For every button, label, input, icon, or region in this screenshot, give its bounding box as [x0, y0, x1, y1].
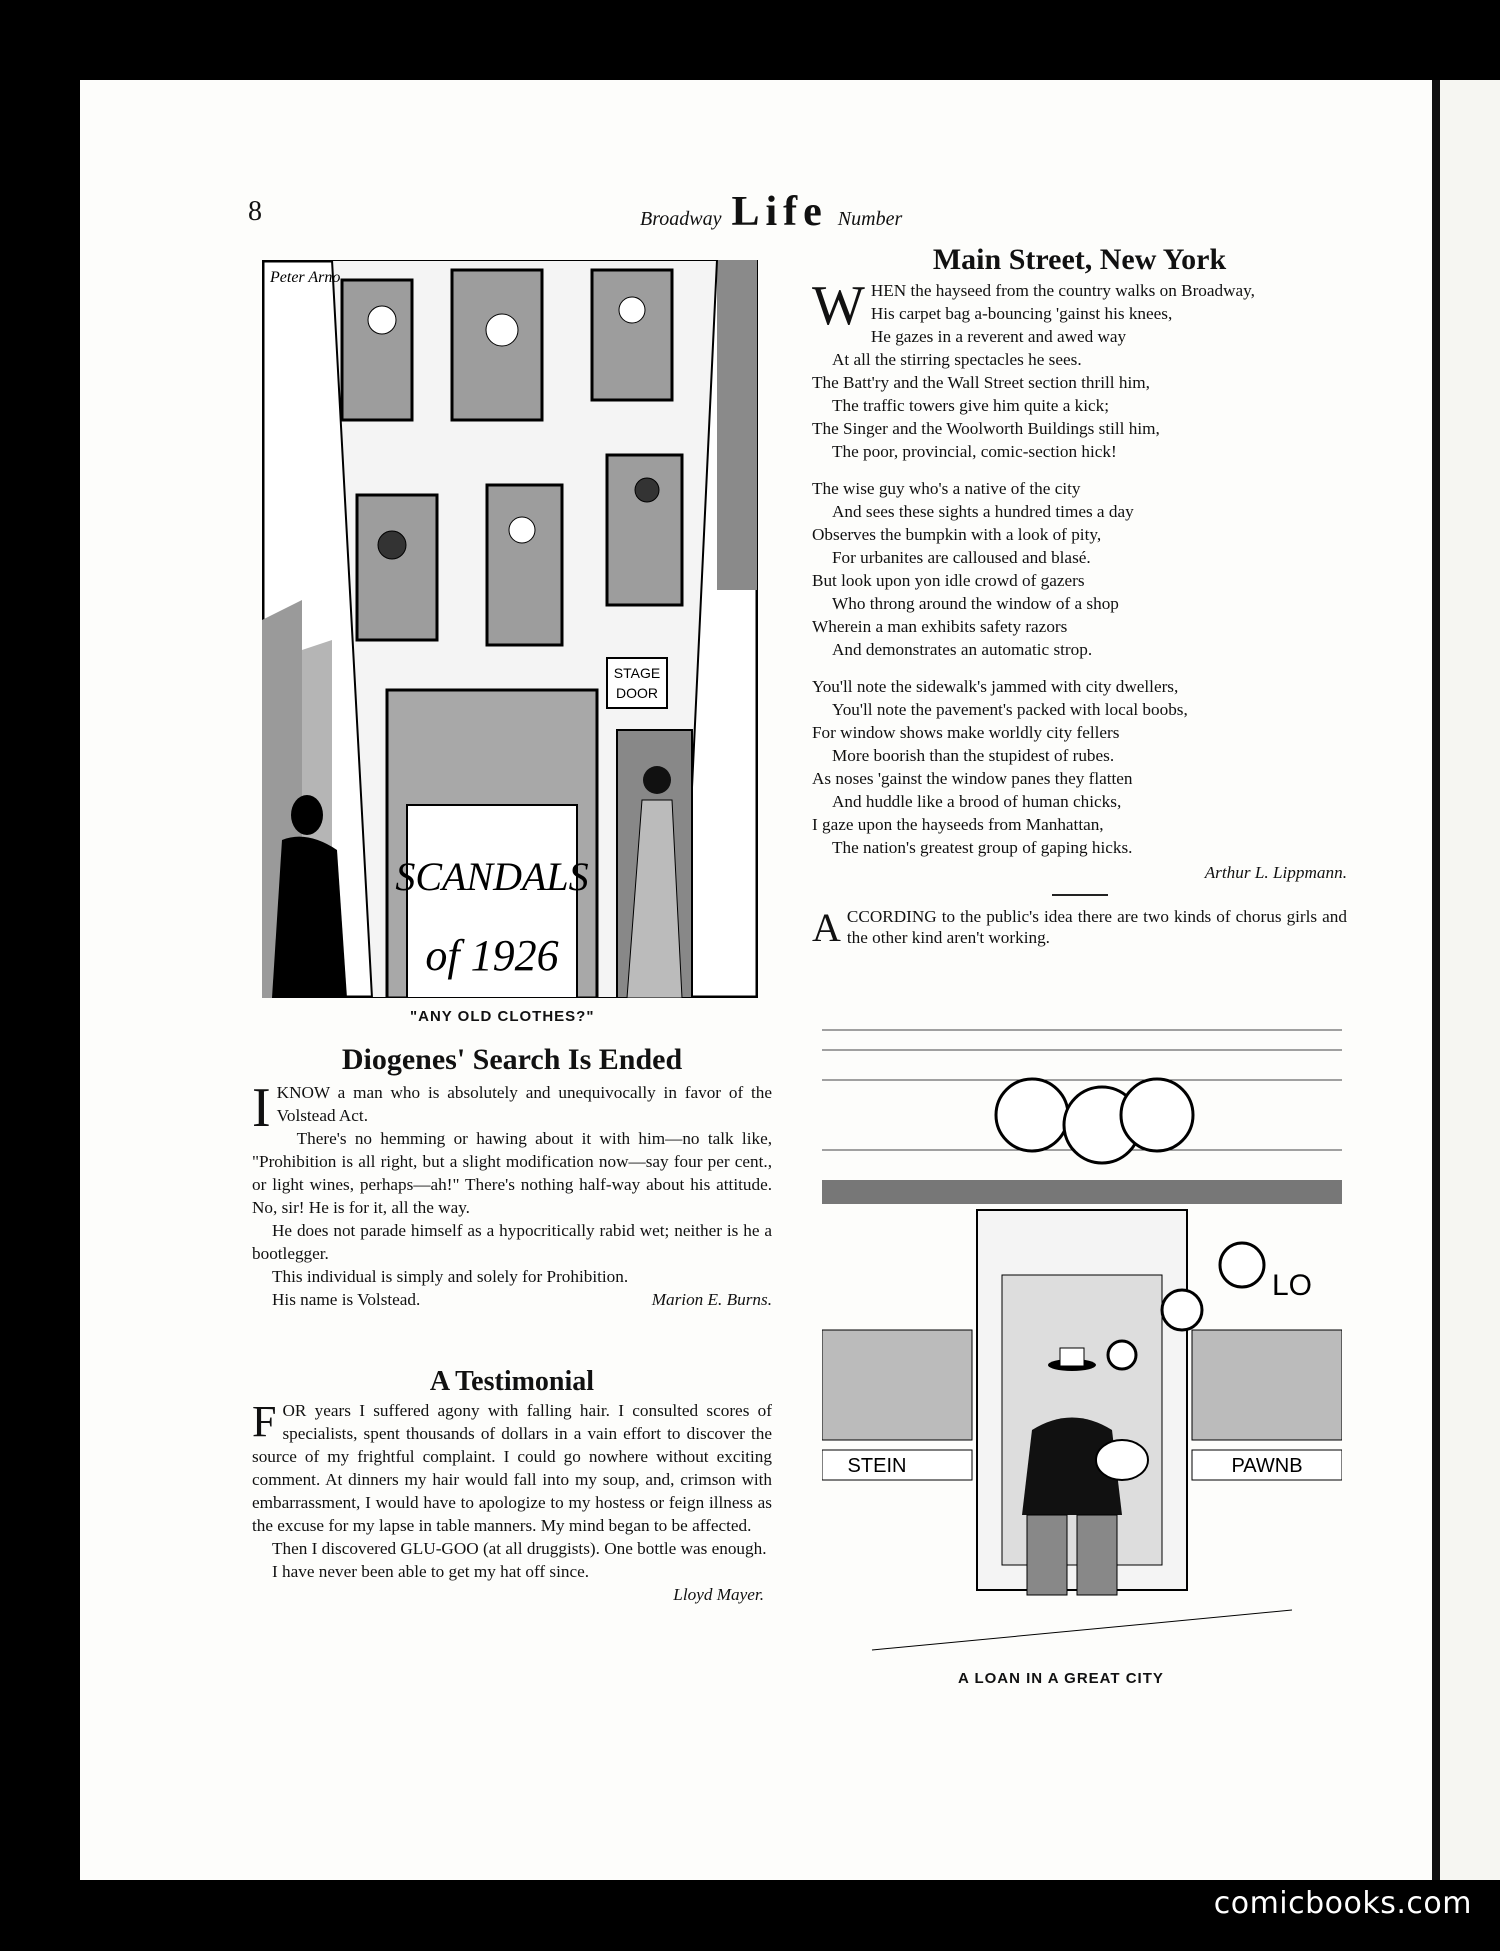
- diogenes-dropcap: I: [252, 1077, 271, 1139]
- diogenes-p4: This individual is simply and solely for Prohibition.: [272, 1267, 629, 1286]
- testimonial-article: [252, 1366, 772, 1606]
- poem-line: The nation's greatest group of gaping hicks.: [832, 838, 1133, 857]
- sign-left: STEIN: [847, 1455, 907, 1477]
- poem-line: For urbanites are calloused and blasé.: [832, 548, 1091, 567]
- cartoon-pawnshop: [822, 1010, 1342, 1662]
- chorus-girls-item: [812, 906, 1347, 948]
- testimonial-title: A Testimonial: [429, 1366, 595, 1397]
- poem-line: And huddle like a brood of human chicks,: [832, 792, 1122, 811]
- poster-word: SCANDALS: [395, 854, 589, 899]
- masthead-title: Life: [731, 189, 828, 235]
- testimonial-p1: OR years I suffered agony with falling hair. I consulted scores of specialists, spent thousands of dollars in a vain effort to discover the source of my frightful complaint. I could go nowhere without exciting comment. At dinners my hair would fall into my soup, and, crimson with embarrassment, I would have to apologize to my hostess or feign illness as the excuse for my lapse in table manners. My mind began to be affected.: [252, 1401, 772, 1535]
- facing-page-edge: [1440, 80, 1500, 1880]
- poem-line: You'll note the sidewalk's jammed with city dwellers,: [812, 677, 1179, 696]
- poem-line: The poor, provincial, comic-section hick!: [832, 442, 1117, 461]
- stanza-2: [812, 477, 1347, 661]
- testimonial-p3: I have never been able to get my hat off since.: [272, 1562, 590, 1581]
- stanza-3: [812, 675, 1347, 859]
- poem-line: Observes the bumpkin with a look of pity,: [812, 525, 1102, 544]
- diogenes-article: [252, 1043, 772, 1311]
- page-gutter: [1432, 80, 1440, 1880]
- diogenes-p3: He does not parade himself as a hypocritically rabid wet; neither is he a bootlegger.: [252, 1221, 772, 1263]
- poem-line: You'll note the pavement's packed with local boobs,: [832, 700, 1188, 719]
- site-watermark: comicbooks.com: [1213, 1886, 1472, 1921]
- main-street-title: Main Street, New York: [932, 243, 1227, 276]
- poem-line: The Singer and the Woolworth Buildings still him,: [812, 419, 1160, 438]
- poem-line: The wise guy who's a native of the city: [812, 479, 1081, 498]
- diogenes-p2: There's no hemming or hawing about it with him—no talk like, "Prohibition is all right, but a slight modification now—say four per cent., or light wines, perhaps—ah!" There's nothing half-way about his attitude. No, sir! He is for it, all the way.: [252, 1129, 772, 1217]
- main-street-article: [812, 243, 1347, 950]
- diogenes-p5: His name is Volstead.: [272, 1290, 421, 1309]
- chorus-text: CCORDING to the public's idea there are two kinds of chorus girls and the other kind aren't working.: [846, 907, 1347, 947]
- masthead-right: Number: [837, 208, 903, 230]
- poem-line: But look upon yon idle crowd of gazers: [812, 571, 1085, 590]
- page-number: 8: [248, 196, 262, 227]
- poem-line: He gazes in a reverent and awed way: [870, 327, 1127, 346]
- poem-line: More boorish than the stupidest of rubes.: [832, 746, 1115, 765]
- poem-line: I gaze upon the hayseeds from Manhattan,: [812, 815, 1104, 834]
- poem-line: And sees these sights a hundred times a day: [832, 502, 1134, 521]
- poem-line: As noses 'gainst the window panes they flatten: [812, 769, 1133, 788]
- diogenes-author: Marion E. Burns.: [651, 1290, 772, 1309]
- cartoon-scandals-building: [262, 260, 758, 998]
- poster-year: of 1926: [425, 931, 559, 980]
- poem-line: Wherein a man exhibits safety razors: [812, 617, 1068, 636]
- diogenes-p1: KNOW a man who is absolutely and unequivocally in favor of the Volstead Act.: [276, 1083, 772, 1125]
- poem-line: And demonstrates an automatic strop.: [832, 640, 1093, 659]
- diogenes-title: Diogenes' Search Is Ended: [341, 1043, 683, 1076]
- main-street-dropcap: W: [812, 275, 865, 337]
- poem-line: At all the stirring spectacles he sees.: [832, 350, 1082, 369]
- poem-line: Who throng around the window of a shop: [832, 594, 1119, 613]
- testimonial-author: Lloyd Mayer.: [673, 1585, 764, 1604]
- stanza-1: [812, 275, 1347, 463]
- diogenes-closing: [252, 1288, 772, 1311]
- testimonial-p2: Then I discovered GLU-GOO (at all druggists). One bottle was enough.: [272, 1539, 767, 1558]
- stage-sign-1: STAGE: [613, 665, 661, 681]
- divider-rule: [1052, 894, 1108, 896]
- poem-line: His carpet bag a-bouncing 'gainst his knees,: [870, 304, 1173, 323]
- poem-line: For window shows make worldly city fellers: [812, 723, 1120, 742]
- poem-line: The traffic towers give him quite a kick;: [832, 396, 1109, 415]
- testimonial-dropcap: F: [252, 1397, 277, 1446]
- stage-sign-2: DOOR: [616, 685, 658, 701]
- masthead-left: Broadway: [640, 208, 722, 230]
- main-street-author: Arthur L. Lippmann.: [1204, 863, 1347, 882]
- cartoon2-caption: A LOAN IN A GREAT CITY: [958, 1670, 1164, 1687]
- poem-line: HEN the hayseed from the country walks on Broadway,: [870, 281, 1255, 300]
- masthead: [640, 188, 902, 236]
- window-text: LO: [1271, 1269, 1313, 1302]
- artist-signature: Peter Arno: [270, 269, 341, 286]
- sign-right: PAWNB: [1231, 1455, 1303, 1477]
- chorus-dropcap: A: [812, 905, 841, 950]
- poem-line: The Batt'ry and the Wall Street section thrill him,: [812, 373, 1150, 392]
- cartoon1-caption: "ANY OLD CLOTHES?": [410, 1008, 595, 1025]
